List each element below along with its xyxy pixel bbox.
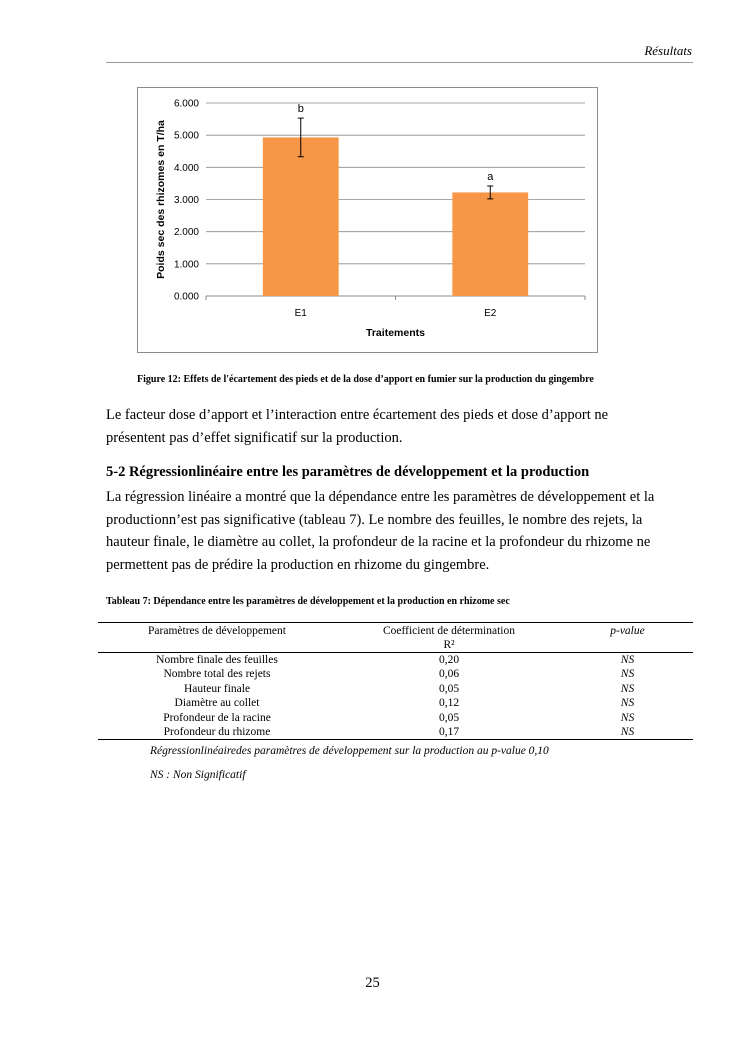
paragraph-line: hauteur finale, le diamètre au collet, la profondeur de la racine et la profondeur du rhizome ne (106, 534, 651, 550)
table-row (98, 725, 693, 740)
cell-r2: 0,06 (438, 668, 460, 681)
cell-parameter: Profondeur de la racine (163, 711, 271, 724)
paragraph-production-factors (106, 404, 693, 449)
significance-letter: a (487, 170, 494, 183)
table-note-regression: Régressionlinéairedes paramètres de développement sur la production au p-value 0,10 (150, 745, 549, 757)
header-coefficient (336, 623, 562, 653)
table-row (98, 653, 693, 668)
x-tick-label: E2 (484, 308, 497, 319)
cell-pvalue: NS (620, 668, 635, 681)
cell-pvalue: NS (562, 725, 693, 740)
paragraph-line: La régression linéaire a montré que la dépendance entre les paramètres de développement et la (106, 489, 655, 505)
cell-r2: 0,05 (438, 682, 460, 695)
cell-parameter: Nombre total des rejets (163, 668, 271, 681)
y-tick-label: 6.000 (173, 98, 199, 110)
cell-parameter: Diamètre au collet (174, 697, 260, 710)
table-note-ns: NS : Non Significatif (150, 769, 246, 781)
header-coefficient-line2: R² (443, 639, 455, 651)
cell-pvalue: NS (620, 654, 635, 666)
cell-pvalue: NS (620, 711, 635, 724)
cell-r2: 0,05 (438, 711, 460, 724)
bar-chart (137, 87, 598, 353)
paragraph-line: permettent pas de prédire la production en rhizome du gingembre. (106, 556, 490, 573)
bar-chart-svg (138, 88, 599, 354)
y-tick-label: 2.000 (173, 227, 199, 239)
cell-r2: 0,17 (336, 725, 562, 740)
y-tick-label: 1.000 (173, 259, 199, 271)
table-header-row (98, 623, 693, 653)
table-row (98, 667, 693, 681)
x-tick-label: E1 (294, 308, 307, 319)
paragraph-regression (106, 486, 693, 576)
header-pvalue: p-value (562, 623, 693, 653)
cell-pvalue: NS (620, 697, 635, 710)
paragraph-line: productionn’est pas significative (tableau 7). Le nombre des feuilles, le nombre des rejets, la (106, 511, 643, 528)
header-parameters: Paramètres de développement (98, 623, 336, 653)
bar (263, 137, 339, 296)
cell-r2: 0,20 (438, 654, 460, 666)
table-row (98, 682, 693, 696)
cell-parameter: Nombre finale des feuilles (156, 654, 278, 666)
y-tick-label: 5.000 (173, 130, 199, 142)
cell-pvalue: NS (620, 682, 635, 695)
running-header: Résultats (644, 43, 692, 58)
cell-r2: 0,12 (438, 697, 460, 710)
x-axis-title: Traitements (366, 327, 425, 339)
regression-table (98, 622, 693, 740)
bar (452, 192, 528, 296)
y-tick-label: 4.000 (173, 162, 199, 174)
table-row (98, 696, 693, 710)
paragraph-line: Le facteur dose d’apport et l’interaction entre écartement des pieds et dose d’apport ne (106, 407, 609, 423)
cell-parameter: Hauteur finale (183, 682, 251, 695)
table-caption: Tableau 7: Dépendance entre les paramètres de développement et la production en rhizome sec (106, 596, 510, 607)
y-axis-title: Poids sec des rhizomes en T/ha (155, 120, 167, 279)
page-number: 25 (365, 975, 380, 991)
y-tick-label: 0.000 (173, 291, 199, 303)
y-tick-label: 3.000 (173, 195, 199, 206)
section-heading: 5-2 Régressionlinéaire entre les paramètres de développement et la production (106, 464, 590, 480)
paragraph-line: présentent pas d’effet significatif sur la production. (106, 429, 403, 446)
cell-parameter: Profondeur du rhizome (98, 725, 336, 740)
figure-caption: Figure 12: Effets de l'écartement des pieds et de la dose d’apport en fumier sur la production du gingembre (137, 374, 594, 385)
header-coefficient-line1: Coefficient de détermination (383, 625, 515, 637)
significance-letter: b (297, 103, 304, 116)
table-row (98, 711, 693, 725)
header-rule (106, 62, 693, 63)
